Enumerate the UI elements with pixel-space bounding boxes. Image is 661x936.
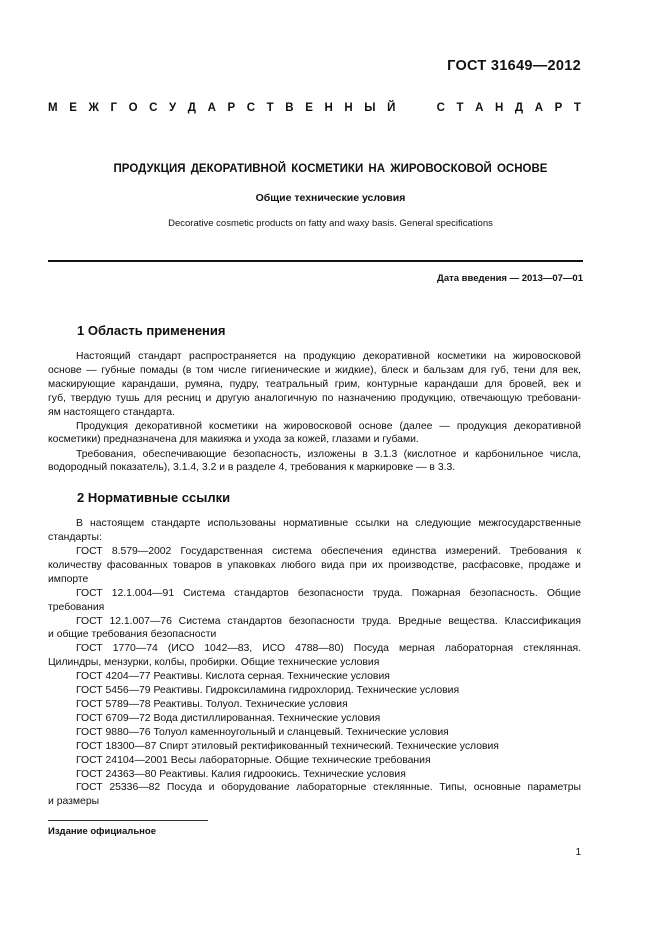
reference-item xyxy=(48,642,581,670)
banner-letter: Е xyxy=(305,102,313,114)
reference-item xyxy=(48,740,581,754)
banner-letter: А xyxy=(207,102,216,114)
banner-letter: Ж xyxy=(88,102,99,114)
paragraph-line: Требования, обеспечивающие безопасность, изложены в 3.1.3 (кислотное и карбонильное числа, xyxy=(76,448,581,460)
paragraph-line: Настоящий стандарт распространяется на продукцию декоративной косметики на жировосковой xyxy=(76,351,581,362)
banner-letter: Р xyxy=(554,102,563,114)
document-subtitle: Общие технические условия xyxy=(255,192,406,204)
paragraph-line: косметики) предназначена для макияжа и ухода за кожей, глазами и губами. xyxy=(48,434,419,446)
section-2-intro xyxy=(48,517,581,545)
document-title-english: Decorative cosmetic products on fatty and waxy basis. General specifications xyxy=(168,218,493,229)
normative-references-list xyxy=(48,545,581,809)
banner-letter: С xyxy=(149,102,158,114)
reference-item xyxy=(48,726,581,740)
banner-letter: У xyxy=(169,102,177,114)
reference-line: количеству фасованных товаров в упаковках любого вида при их производстве, расфасовке, продаже и xyxy=(48,559,581,571)
interstate-standard-banner xyxy=(48,102,581,114)
banner-letter: С xyxy=(246,102,256,114)
standard-code: ГОСТ 31649—2012 xyxy=(447,58,581,74)
banner-letter: Е xyxy=(69,102,77,114)
reference-line: ГОСТ 12.1.004—91 Система стандартов безопасности труда. Пожарная безопасность. Общие xyxy=(76,587,581,599)
reference-item xyxy=(48,615,581,643)
reference-item xyxy=(48,781,581,809)
reference-item xyxy=(48,545,581,587)
document-title: ПРОДУКЦИЯ ДЕКОРАТИВНОЙ КОСМЕТИКИ НА ЖИРОВОСКОВОЙ ОСНОВЕ xyxy=(113,163,548,175)
reference-line: ГОСТ 9880—76 Толуол каменноугольный и сланцевый. Технические условия xyxy=(76,726,449,738)
paragraph-line: водородный показатель), 3.1.4, 3.2 и в разделе 4, требования к маркировке — в 3.3. xyxy=(48,462,456,474)
banner-letter: М xyxy=(48,102,58,114)
banner-letter: С xyxy=(436,102,445,114)
paragraph-line: маскирующие карандаши, румяна, пудру, театральный грим, контурные карандаши для бровей, век и xyxy=(48,378,581,390)
banner-letter: В xyxy=(285,102,294,114)
section-1-paragraph-1 xyxy=(48,350,581,420)
reference-line: ГОСТ 5456—79 Реактивы. Гидроксиламина гидрохлорид. Технические условия xyxy=(76,685,460,697)
reference-line: ГОСТ 24104—2001 Весы лабораторные. Общие технические требования xyxy=(76,754,431,766)
section-2-heading: 2 Нормативные ссылки xyxy=(77,490,231,505)
banner-letter: О xyxy=(128,102,138,114)
section-1-paragraph-3 xyxy=(48,448,581,476)
banner-letter: Г xyxy=(110,102,117,114)
reference-item xyxy=(48,712,581,726)
reference-line: требования xyxy=(48,601,105,613)
reference-line: ГОСТ 8.579—2002 Государственная система обеспечения единства измерений. Требования к xyxy=(76,546,581,557)
banner-letter: Т xyxy=(573,102,581,114)
reference-line: ГОСТ 18300—87 Спирт этиловый ректификованный технический. Технические условия xyxy=(76,740,499,752)
reference-line: ГОСТ 6709—72 Вода дистиллированная. Технические условия xyxy=(76,712,381,724)
banner-letter: Н xyxy=(495,102,504,114)
banner-letter: Д xyxy=(187,102,196,114)
banner-letter: Н xyxy=(344,102,353,114)
reference-line: и размеры xyxy=(48,796,100,808)
reference-line: Цилиндры, мензурки, колбы, пробирки. Общие технические условия xyxy=(48,657,380,669)
reference-line: ГОСТ 1770—74 (ИСО 1042—83, ИСО 4788—80) Посуда мерная лабораторная стеклянная. xyxy=(76,643,581,655)
footer-divider xyxy=(48,820,208,821)
reference-line: ГОСТ 5789—78 Реактивы. Толуол. Технические условия xyxy=(76,698,348,710)
reference-item xyxy=(48,587,581,615)
paragraph-line: В настоящем стандарте использованы нормативные ссылки на следующие межгосударственные xyxy=(76,518,581,529)
banner-letter: А xyxy=(475,102,484,114)
banner-letter: Т xyxy=(456,102,464,114)
reference-line: ГОСТ 4204—77 Реактивы. Кислота серная. Технические условия xyxy=(76,671,390,683)
reference-item xyxy=(48,754,581,768)
banner-letter: Д xyxy=(514,102,524,114)
banner-letter: А xyxy=(534,102,544,114)
reference-item xyxy=(48,768,581,782)
reference-line: импорте xyxy=(48,573,89,585)
banner-letter: Т xyxy=(266,102,274,114)
reference-line: и общие требования безопасности xyxy=(48,629,217,641)
paragraph-line: ям настоящего стандарта. xyxy=(48,406,175,418)
banner-letter: Й xyxy=(387,102,396,114)
page-number: 1 xyxy=(575,847,581,858)
reference-item xyxy=(48,684,581,698)
paragraph-line: стандарты: xyxy=(48,531,102,543)
introduction-date: Дата введения — 2013—07—01 xyxy=(437,273,583,284)
banner-letter xyxy=(422,102,425,114)
section-1-heading: 1 Область применения xyxy=(77,323,226,338)
paragraph-line: основе — губные помады (в том числе гигиенические и жидкие), блеск и бальзам для губ, тени для век, xyxy=(48,364,581,376)
reference-line: ГОСТ 25336—82 Посуда и оборудование лабораторные стеклянные. Типы, основные параметры xyxy=(76,782,581,794)
reference-line: ГОСТ 12.1.007—76 Система стандартов безопасности труда. Вредные вещества. Классификация xyxy=(76,615,581,627)
paragraph-line: Продукция декоративной косметики на жировосковой основе (далее — продукция декоративной xyxy=(76,420,581,432)
banner-letter: Р xyxy=(227,102,236,114)
reference-item xyxy=(48,670,581,684)
reference-line: ГОСТ 24363—80 Реактивы. Калия гидроокись. Технические условия xyxy=(76,768,406,780)
banner-letter: Ы xyxy=(364,102,376,114)
section-1-paragraph-2 xyxy=(48,420,581,448)
edition-note: Издание официальное xyxy=(48,826,156,837)
banner-letter xyxy=(407,102,410,114)
title-divider xyxy=(48,260,583,262)
banner-letter: Н xyxy=(324,102,333,114)
paragraph-line: губ, твердую тушь для ресниц и другую аналогичную по назначению продукцию, отвечающую требовани- xyxy=(48,392,581,404)
reference-item xyxy=(48,698,581,712)
